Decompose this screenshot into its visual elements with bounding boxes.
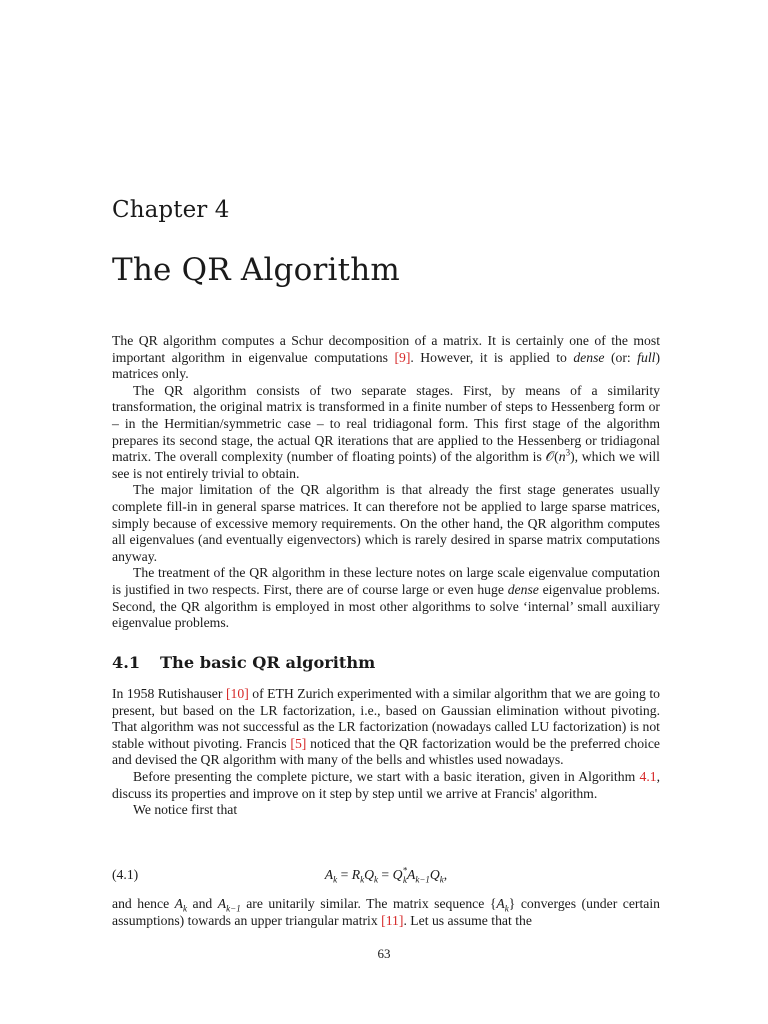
- post-equation-text: [112, 896, 660, 929]
- section-paragraph-1: In 1958 Rutishauser [10] of ETH Zurich experimented with a similar algorithm that we are going to present, but based on the LR factorization, i.e., based on Gaussian elimination without pivoting. That algorithm was not successful as the LR factorization (nowadays called LU factorization) is not stable without pivoting. Francis [5] noticed that the QR factorization would be the preferred choice and devised the QR algorithm with many of the bells and whistles used nowadays.: [112, 686, 661, 768]
- citation-link[interactable]: [11]: [381, 912, 404, 928]
- citation-link[interactable]: [10]: [225, 686, 249, 701]
- citation-link[interactable]: [9]: [394, 349, 411, 365]
- intro-paragraph-1: The QR algorithm computes a Schur decomposition of a matrix. It is certainly one of the most important algorithm in eigenvalue computations [9]. However, it is applied to dense (or: full) matrices only.: [112, 333, 660, 382]
- chapter-title: The QR Algorithm: [112, 252, 401, 288]
- intro-paragraph-2: The QR algorithm consists of two separate stages. First, by means of a similarity transformation, the original matrix is transformed in a finite number of steps to Hessenberg form or – in the Hermitian/symmetric case – to real tridiagonal form. This first stage of the algorithm prepares its second stage, the actual QR iterations that are applied to the Hessenberg or tridiagonal matrix. The overall complexity (number of floating points) of the algorithm is $𝒪(n^3)$, which we will see is not entirely trivial to obtain.: [112, 382, 660, 481]
- page-number: 63: [377, 946, 391, 961]
- equation-body: $A_k = R_kQ_k = Q^*_kA_{k-1}Q_k$,: [324, 865, 448, 885]
- section-paragraph-3: We notice first that: [133, 802, 238, 818]
- chapter-label: Chapter 4: [112, 197, 230, 223]
- intro-paragraph-4: The treatment of the QR algorithm in these lecture notes on large scale eigenvalue computation is justified in two respects. First, there are of course large or even huge dense eigenvalue problems. Second, the QR algorithm is employed in most other algorithms to solve ‘internal’ small auxiliary eigenvalue problems.: [112, 565, 660, 631]
- equation-number: (4.1): [112, 867, 139, 882]
- section-body: [112, 686, 660, 819]
- section-heading: [112, 652, 660, 674]
- chapter-intro: [112, 333, 660, 632]
- section-number: 4.1: [112, 653, 141, 672]
- algorithm-link[interactable]: 4.1: [639, 768, 657, 784]
- section-title: The basic QR algorithm: [160, 653, 376, 672]
- section-paragraph-2: Before presenting the complete picture, we start with a basic iteration, given in Algorithm 4.1, discuss its properties and improve on it step by step until we arrive at Francis' algorithm.: [112, 768, 660, 801]
- intro-paragraph-3: The major limitation of the QR algorithm is that already the first stage generates usually complete fill-in in general sparse matrices. It can therefore not be applied to large sparse matrices, simply because of excessive memory requirements. On the other hand, the QR algorithm computes all eigenvalues (and eventually eigenvectors) which is rarely desired in sparse matrix computations anyway.: [112, 482, 660, 564]
- equation-4-1: [112, 866, 660, 886]
- citation-link[interactable]: [5]: [290, 735, 307, 751]
- post-equation-paragraph: and hence $A_k$ and $A_{k-1}$ are unitarily similar. The matrix sequence $\{A_k\}$ converges (under certain assumptions) towards an upper triangular matrix [11]. Let us assume that the: [112, 896, 660, 928]
